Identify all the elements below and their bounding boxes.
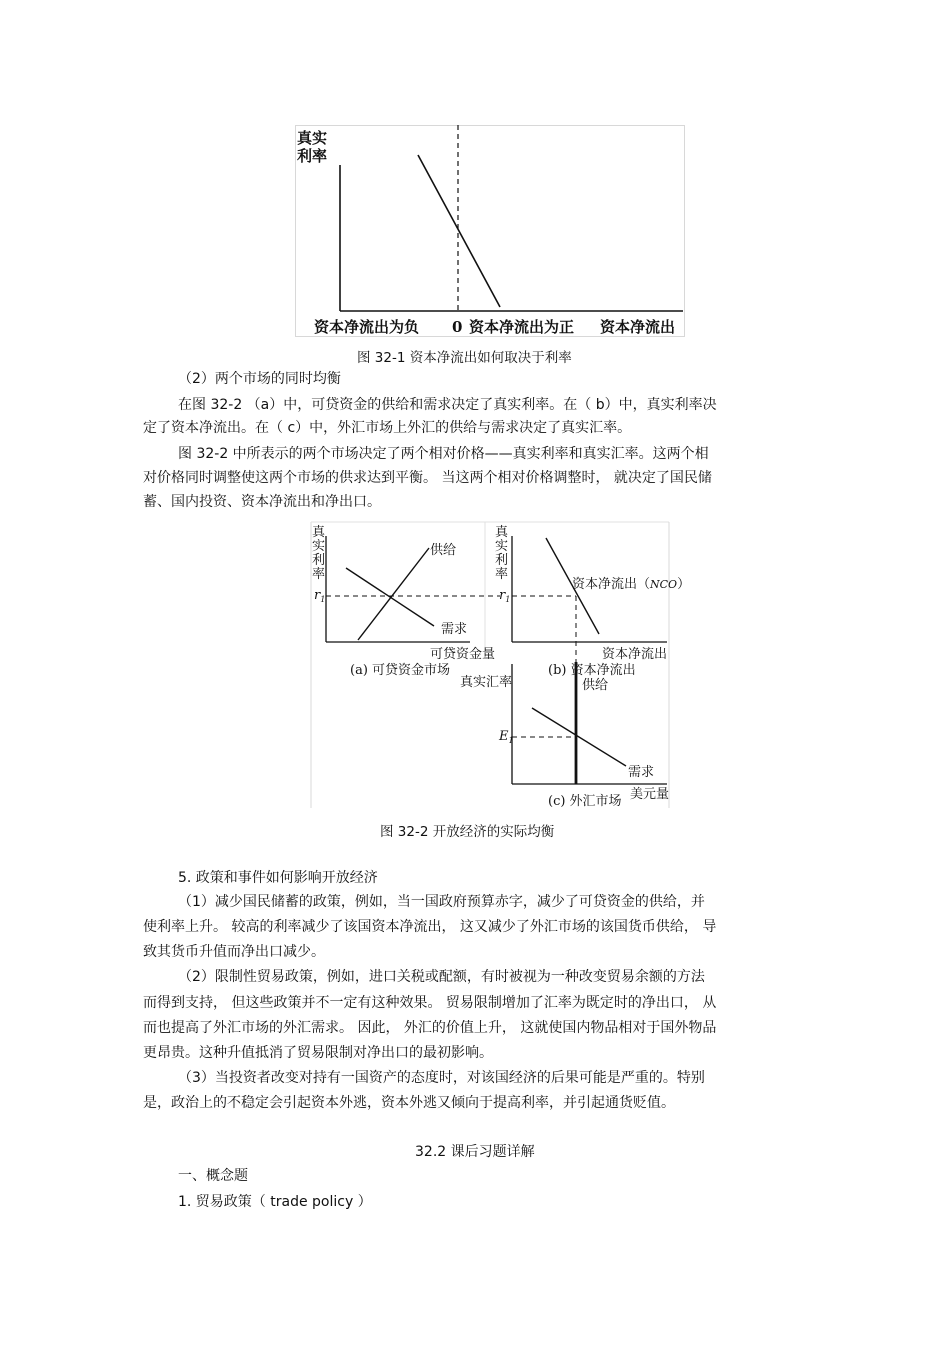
panel-c-demand-label: 需求: [628, 765, 655, 780]
s5-p1-line1: （1）减少国民储蓄的政策，例如，当一国政府预算赤字，减少了可贷资金的供给，并: [178, 894, 705, 910]
panel-c-xlabel: 美元量: [630, 787, 670, 802]
panel-b-ylabel-4: 率: [495, 567, 509, 582]
fig1-ylabel-1: 真实: [297, 129, 328, 147]
panel-a-supply-curve: [358, 548, 429, 640]
section2-title: （2）两个市场的同时均衡: [178, 371, 341, 387]
panel-a-r1: $r_1$: [314, 588, 326, 604]
panel-c-demand-curve: [532, 708, 626, 766]
panel-a-ylabel-1: 真: [312, 525, 326, 540]
panel-a-loanable-funds: [312, 525, 500, 678]
panel-b-ylabel-1: 真: [495, 525, 509, 540]
fig1-ylabel-2: 利率: [297, 147, 328, 165]
panel-a-xlabel: 可贷资金量: [430, 647, 496, 662]
panel-b-r1: $r_1$: [499, 588, 511, 604]
panel-c-supply-label: 供给: [582, 678, 609, 693]
panel-a-demand-label: 需求: [441, 622, 468, 637]
panel-b-ylabel-2: 实: [495, 539, 509, 554]
s5-p2-line1: （2）限制性贸易政策，例如，进口关税或配额，有时被视为一种改变贸易余额的方法: [178, 969, 705, 985]
panel-b-net-capital-outflow: [495, 525, 690, 682]
para1-line2: 定了资本净流出。在（ c）中，外汇市场上外汇的供给与需求决定了真实汇率。: [143, 420, 632, 436]
panel-a-ylabel-2: 实: [312, 539, 326, 554]
fig1-x-pos: 资本净流出为正: [469, 318, 575, 336]
panel-c-title: (c) 外汇市场: [548, 794, 622, 809]
para2-line3: 蓄、国内投资、资本净流出和净出口。: [143, 494, 381, 510]
panel-a-ylabel-3: 利: [312, 553, 326, 568]
fig1-nco-curve: [418, 155, 500, 307]
panel-a-supply-label: 供给: [430, 543, 457, 558]
s5-p3-line1: （3）当投资者改变对持有一国资产的态度时，对该国经济的后果可能是严重的。特别: [178, 1070, 705, 1086]
s5-p2-line3: 而也提高了外汇市场的外汇需求。 因此， 外汇的价值上升， 这就使国内物品相对于国外物品: [143, 1020, 717, 1036]
fig1-x-neg: 资本净流出为负: [314, 318, 420, 336]
panel-b-ylabel-3: 利: [495, 553, 509, 568]
figure-32-1: [295, 125, 685, 337]
fig2-caption: 图 32-2 开放经济的实际均衡: [380, 824, 555, 840]
section322-title: 32.2 课后习题详解: [415, 1144, 535, 1160]
fig1-x-axis-label: 资本净流出: [600, 318, 676, 336]
panel-c-ylabel: 真实汇率: [460, 675, 513, 690]
panel-c-forex-market: [460, 662, 669, 809]
para2-line1: 图 32-2 中所表示的两个市场决定了两个相对价格——真实利率和真实汇率。这两个相: [178, 446, 709, 462]
figure-32-2: [310, 522, 691, 809]
fig1-caption: 图 32-1 资本净流出如何取决于利率: [357, 350, 572, 366]
section322-sub1: 一、概念题: [178, 1168, 248, 1184]
s5-p2-line2: 而得到支持， 但这些政策并不一定有这种效果。 贸易限制增加了汇率为既定时的净出口， 从: [143, 995, 717, 1011]
panel-a-ylabel-4: 率: [312, 567, 326, 582]
panel-b-nco-label: 资本净流出（NCO）: [572, 577, 691, 592]
para2-line2: 对价格同时调整使这两个市场的供求达到平衡。 当这两个相对价格调整时， 就决定了国民储: [143, 470, 712, 486]
s5-p2-line4: 更昂贵。这种升值抵消了贸易限制对净出口的最初影响。: [143, 1045, 493, 1061]
panel-b-title: (b) 资本净流出: [548, 663, 636, 678]
panel-a-title: (a) 可贷资金市场: [350, 663, 451, 678]
panel-a-demand-curve: [346, 568, 434, 626]
fig1-x-zero: 0: [452, 318, 463, 336]
s5-p1-line2: 使利率上升。 较高的利率减少了该国资本净流出， 这又减少了外汇市场的该国货币供给， 导: [143, 919, 717, 935]
s5-p1-line3: 致其货币升值而净出口减少。: [143, 944, 325, 960]
panel-c-e1: $E_1$: [499, 729, 514, 745]
section5-title: 5. 政策和事件如何影响开放经济: [178, 870, 378, 886]
section322-item1: 1. 贸易政策（ trade policy ）: [178, 1194, 372, 1210]
panel-b-xlabel: 资本净流出: [602, 647, 668, 662]
s5-p3-line2: 是，政治上的不稳定会引起资本外逃，资本外逃又倾向于提高利率，并引起通货贬值。: [143, 1095, 675, 1111]
para1-line1: 在图 32-2 （a）中，可贷资金的供给和需求决定了真实利率。在（ b）中，真实利率决: [178, 397, 717, 413]
